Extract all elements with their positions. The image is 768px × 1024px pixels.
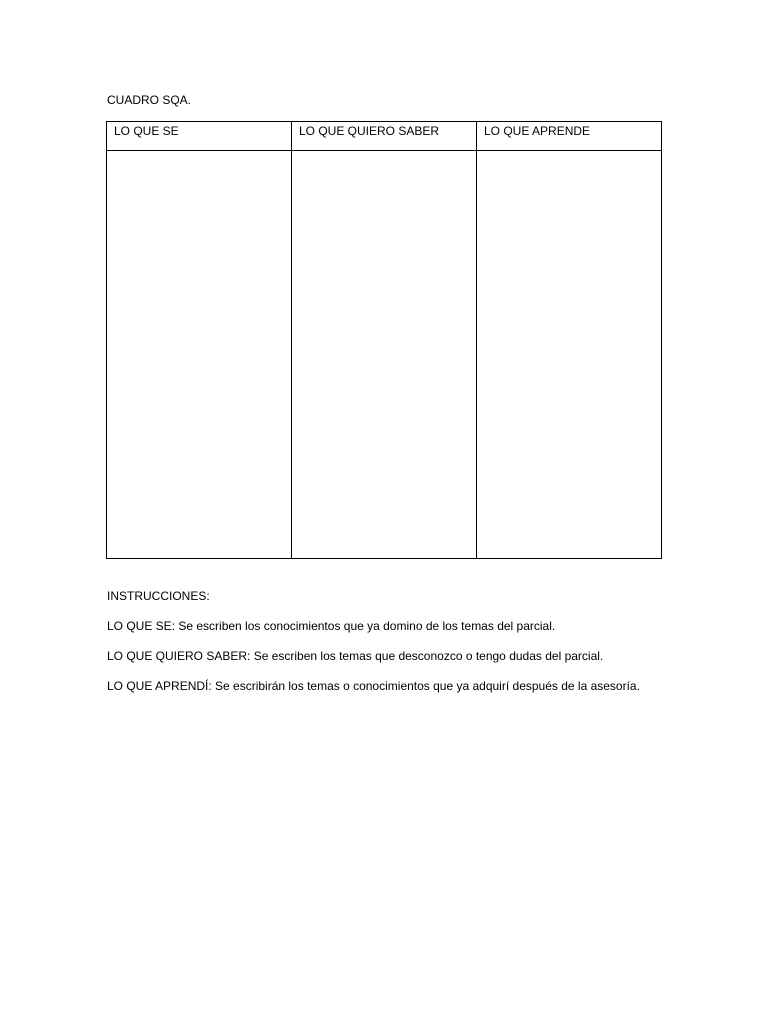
- instructions-heading: INSTRUCCIONES:: [107, 589, 210, 603]
- body-cell-lo-que-aprende[interactable]: [477, 151, 662, 559]
- header-label-lo-que-quiero-saber: LO QUE QUIERO SABER: [299, 124, 440, 138]
- header-cell-lo-que-quiero-saber: [292, 122, 477, 151]
- body-cell-lo-que-quiero-saber[interactable]: [292, 151, 477, 559]
- instructions-section: [107, 588, 707, 708]
- sqa-table: [106, 121, 662, 559]
- header-label-lo-que-se: LO QUE SE: [114, 124, 179, 138]
- table-body-row: [107, 151, 662, 559]
- table-header-row: [107, 122, 662, 151]
- header-cell-lo-que-se: [107, 122, 292, 151]
- document-title: CUADRO SQA.: [107, 93, 192, 107]
- header-label-lo-que-aprende: LO QUE APRENDE: [484, 124, 591, 138]
- body-cell-lo-que-se[interactable]: [107, 151, 292, 559]
- instruction-lo-que-aprendi: LO QUE APRENDÍ: Se escribirán los temas o conocimientos que ya adquirí después de la asesoría.: [107, 679, 640, 693]
- header-cell-lo-que-aprende: [477, 122, 662, 151]
- instruction-lo-que-quiero-saber: LO QUE QUIERO SABER: Se escriben los temas que desconozco o tengo dudas del parcial.: [107, 649, 604, 663]
- instruction-lo-que-se: LO QUE SE: Se escriben los conocimientos que ya domino de los temas del parcial.: [107, 619, 556, 633]
